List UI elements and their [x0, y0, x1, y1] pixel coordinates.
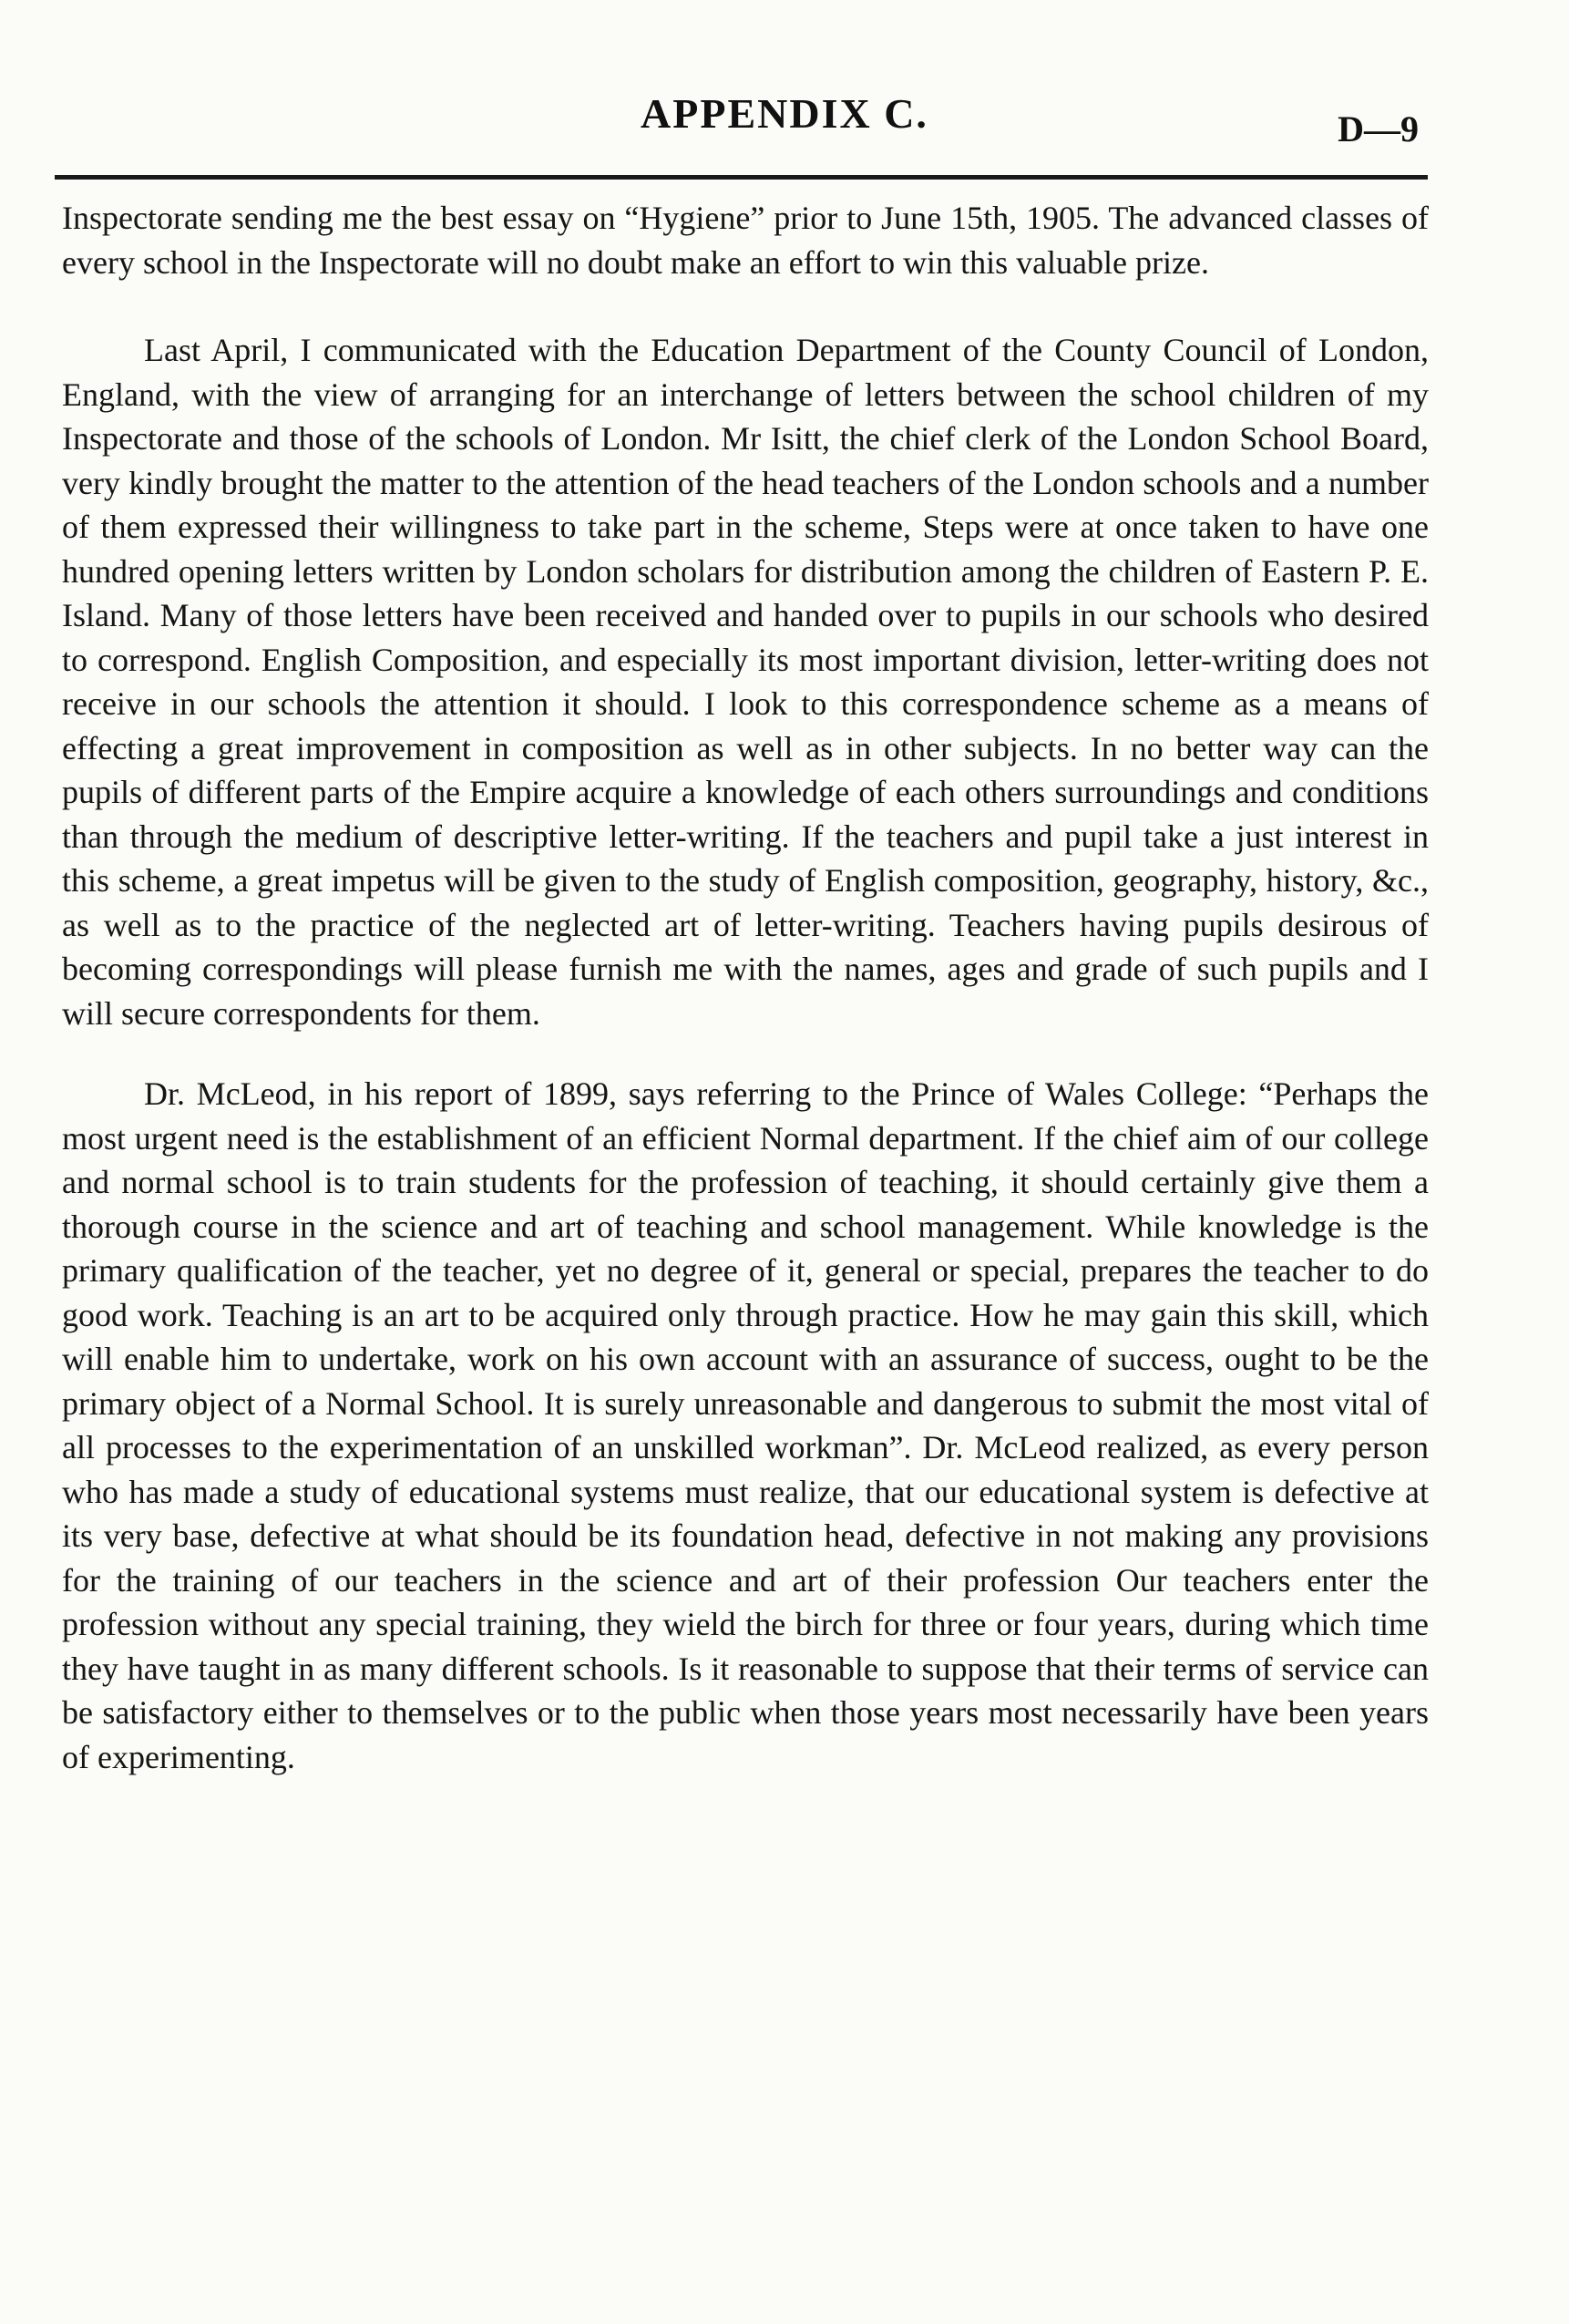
page-number: D—9	[1338, 108, 1419, 149]
paragraph-gap	[62, 1035, 1429, 1072]
paragraph-normal-department: Dr. McLeod, in his report of 1899, says referring to the Prince of Wales College: “Perhaps the most urgent need is the establishment of an efficient Normal department. If the chief aim of our college and normal school is to train students for the profession of teaching, it should certainly give them a thorough course in the science and art of teaching and school management. While knowledge is the primary qualification of the teacher, yet no degree of it, general or special, prepares the teacher to do good work. Teaching is an art to be acquired only through practice. How he may gain this skill, which will enable him to undertake, work on his own account with an assurance of success, ought to be the primary object of a Normal School. It is surely unreasonable and dangerous to submit the most vital of all processes to the experimentation of an unskilled workman”. Dr. McLeod realized, as every person who has made a study of educational systems must realize, that our educational system is defective at its very base, defective at what should be its foundation head, defective in not making any provisions for the training of our teachers in the science and art of their profession Our teachers enter the profession without any special training, they wield the birch for three or four years, during which time they have taught in as many different schools. Is it reasonable to suppose that their terms of service can be satisfactory either to themselves or to the public when those years most necessarily have been years of experimenting.	[62, 1075, 1429, 1775]
paragraph-continued: Inspectorate sending me the best essay on “Hygiene” prior to June 15th, 1905. The advanced classes of every school in the Inspectorate will no doubt make an effort to win this valuable prize.	[62, 200, 1429, 281]
page-header	[0, 87, 1569, 159]
running-title: APPENDIX C.	[641, 90, 928, 137]
paragraph-correspondence-scheme: Last April, I communicated with the Education Department of the County Council of London, England, with the view of arranging for an interchange of letters between the school children of my Inspectorate and those of the schools of London. Mr Isitt, the chief clerk of the London School Board, very kindly brought the matter to the attention of the head teachers of the London schools and a number of them expressed their willingness to take part in the scheme, Steps were at once taken to have one hundred opening letters written by London scholars for distribution among the children of Eastern P. E. Island. Many of those letters have been received and handed over to pupils in our schools who desired to correspond. English Composition, and especially its most important division, letter-writing does not receive in our schools the attention it should. I look to this correspondence scheme as a means of effecting a great improvement in composition as well as in other subjects. In no better way can the pupils of different parts of the Empire acquire a knowledge of each others surroundings and conditions than through the medium of descriptive letter-writing. If the teachers and pupil take a just interest in this scheme, a great impetus will be given to the study of English composition, geography, history, &c., as well as to the practice of the neglected art of letter-writing. Teachers having pupils desirous of becoming correspondings will please furnish me with the names, ages and grade of such pupils and I will secure correspondents for them.	[62, 332, 1429, 1032]
header-rule	[55, 175, 1428, 180]
body-text	[62, 196, 1429, 1779]
paragraph-gap	[62, 284, 1429, 328]
